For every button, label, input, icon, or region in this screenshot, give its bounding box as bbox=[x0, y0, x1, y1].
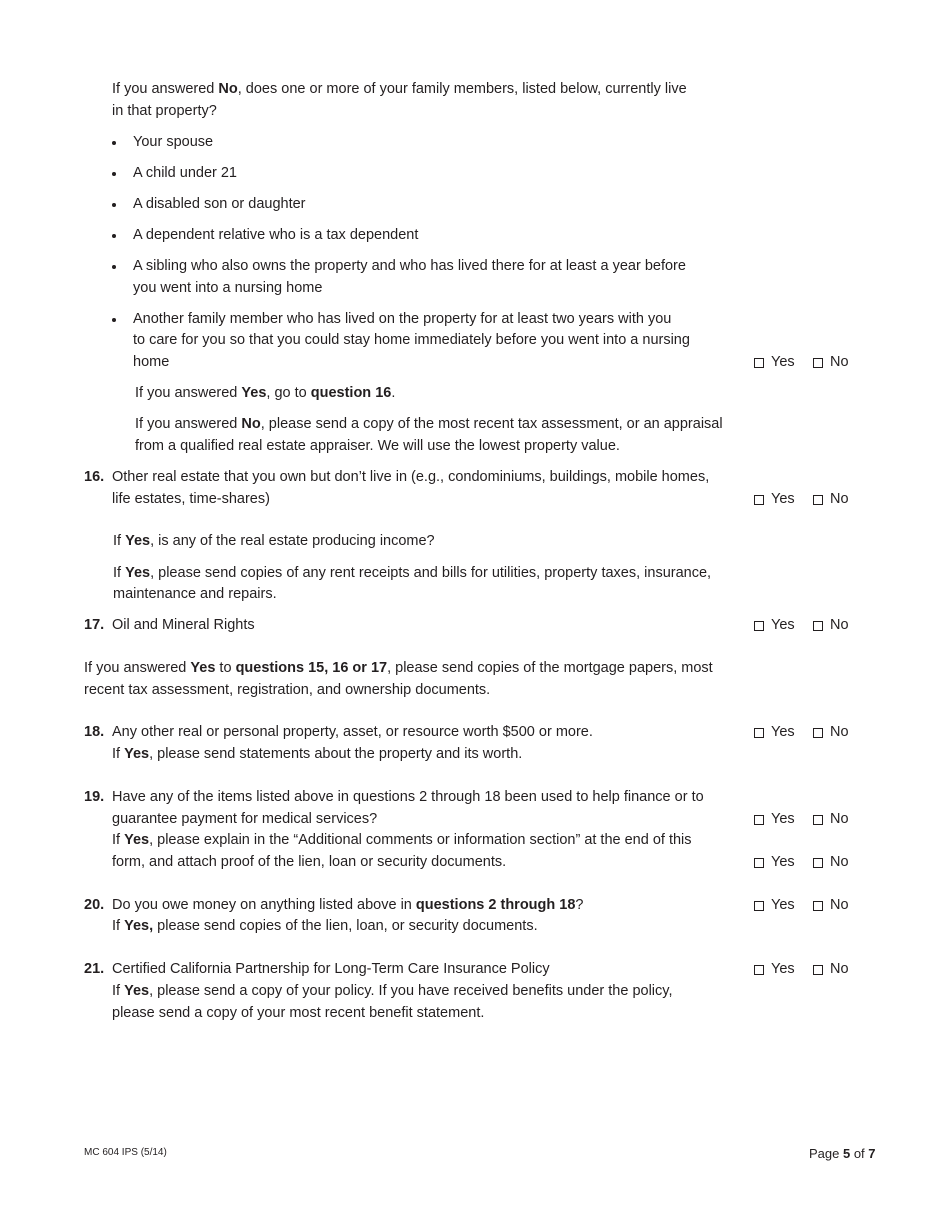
q19-instruction-continued: form, and attach proof of the lien, loan or security documents. bbox=[112, 854, 507, 870]
q16-no-checkbox[interactable] bbox=[813, 489, 849, 511]
q15-no-checkbox[interactable] bbox=[813, 352, 849, 374]
question-number: 17. bbox=[84, 617, 105, 633]
checkbox-label: Yes bbox=[771, 961, 795, 977]
checkbox-icon bbox=[754, 621, 764, 631]
checkbox-icon bbox=[754, 901, 764, 911]
checkbox-label: Yes bbox=[771, 617, 795, 633]
question-number: 16. bbox=[84, 469, 105, 485]
intro-line-1: If you answered No, does one or more of your family members, listed below, currently live bbox=[112, 81, 687, 97]
list-item: A disabled son or daughter bbox=[133, 196, 306, 212]
bullet-icon bbox=[112, 265, 118, 271]
q21-instruction: If Yes, please send a copy of your policy. If you have received benefits under the policy, bbox=[112, 983, 673, 999]
form-id: MC 604 IPS (5/14) bbox=[84, 1147, 167, 1158]
checkbox-label: Yes bbox=[771, 354, 795, 370]
checkbox-label: No bbox=[830, 724, 849, 740]
q19-no-checkbox[interactable] bbox=[813, 809, 849, 831]
question-number: 20. bbox=[84, 897, 105, 913]
q21-instruction-continued: please send a copy of your most recent benefit statement. bbox=[112, 1005, 485, 1021]
q19b-no-checkbox[interactable] bbox=[813, 852, 849, 874]
q19-yes-checkbox[interactable] bbox=[754, 809, 795, 831]
q18-text: Any other real or personal property, asset, or resource worth $500 or more. bbox=[112, 724, 593, 740]
question-number: 18. bbox=[84, 724, 105, 740]
checkbox-icon bbox=[754, 858, 764, 868]
checkbox-icon bbox=[754, 965, 764, 975]
checkbox-icon bbox=[754, 728, 764, 738]
q17-text: Oil and Mineral Rights bbox=[112, 617, 255, 633]
list-item: Your spouse bbox=[133, 134, 214, 150]
q15-17-note: If you answered Yes to questions 15, 16 or 17, please send copies of the mortgage papers, most bbox=[84, 660, 713, 676]
checkbox-icon bbox=[813, 858, 823, 868]
list-item: A sibling who also owns the property and who has lived there for at least a year before bbox=[133, 258, 686, 274]
checkbox-icon bbox=[813, 728, 823, 738]
q15-no-instruction-continued: from a qualified real estate appraiser. We will use the lowest property value. bbox=[135, 438, 620, 454]
checkbox-label: Yes bbox=[771, 811, 795, 827]
q19b-yes-checkbox[interactable] bbox=[754, 852, 795, 874]
q15-yes-checkbox[interactable] bbox=[754, 352, 795, 374]
list-item-continued: you went into a nursing home bbox=[133, 280, 323, 296]
checkbox-label: Yes bbox=[771, 854, 795, 870]
checkbox-icon bbox=[813, 815, 823, 825]
q16-sub-instruction: If Yes, please send copies of any rent receipts and bills for utilities, property taxes, insurance, bbox=[113, 565, 712, 581]
q18-instruction: If Yes, please send statements about the property and its worth. bbox=[112, 746, 523, 762]
checkbox-icon bbox=[754, 495, 764, 505]
checkbox-icon bbox=[813, 901, 823, 911]
q21-text: Certified California Partnership for Long-Term Care Insurance Policy bbox=[112, 961, 550, 977]
list-item-continued: home bbox=[133, 354, 170, 370]
page-number: Page 5 of 7 bbox=[809, 1146, 876, 1161]
q17-yes-checkbox[interactable] bbox=[754, 615, 795, 637]
intro-line-2: in that property? bbox=[112, 103, 217, 119]
q16-sub-instruction-continued: maintenance and repairs. bbox=[113, 586, 277, 602]
q15-yes-instruction: If you answered Yes, go to question 16. bbox=[135, 385, 396, 401]
q20-no-checkbox[interactable] bbox=[813, 895, 849, 917]
checkbox-label: No bbox=[830, 617, 849, 633]
q18-no-checkbox[interactable] bbox=[813, 722, 849, 744]
question-number: 19. bbox=[84, 789, 105, 805]
bullet-icon bbox=[112, 141, 118, 147]
checkbox-label: Yes bbox=[771, 897, 795, 913]
checkbox-label: Yes bbox=[771, 491, 795, 507]
q16-text: Other real estate that you own but don’t live in (e.g., condominiums, buildings, mobile homes, bbox=[112, 469, 710, 485]
checkbox-label: Yes bbox=[771, 724, 795, 740]
list-item: A child under 21 bbox=[133, 165, 237, 181]
bullet-icon bbox=[112, 203, 118, 209]
q15-17-note-continued: recent tax assessment, registration, and ownership documents. bbox=[84, 682, 491, 698]
q19-instruction: If Yes, please explain in the “Additional comments or information section” at the end of this bbox=[112, 832, 692, 848]
checkbox-label: No bbox=[830, 811, 849, 827]
q21-yes-checkbox[interactable] bbox=[754, 959, 795, 981]
checkbox-label: No bbox=[830, 961, 849, 977]
q21-no-checkbox[interactable] bbox=[813, 959, 849, 981]
list-item-continued: to care for you so that you could stay home immediately before you went into a nursing bbox=[133, 332, 690, 348]
q20-text: Do you owe money on anything listed above in questions 2 through 18? bbox=[112, 897, 584, 913]
q18-yes-checkbox[interactable] bbox=[754, 722, 795, 744]
q17-no-checkbox[interactable] bbox=[813, 615, 849, 637]
q16-sub-question: If Yes, is any of the real estate producing income? bbox=[113, 533, 435, 549]
bullet-icon bbox=[112, 172, 118, 178]
checkbox-label: No bbox=[830, 897, 849, 913]
checkbox-icon bbox=[813, 358, 823, 368]
q16-yes-checkbox[interactable] bbox=[754, 489, 795, 511]
q19-text-continued: guarantee payment for medical services? bbox=[112, 811, 378, 827]
question-number: 21. bbox=[84, 961, 105, 977]
q20-instruction: If Yes, please send copies of the lien, loan, or security documents. bbox=[112, 918, 538, 934]
checkbox-label: No bbox=[830, 854, 849, 870]
bullet-icon bbox=[112, 318, 118, 324]
list-item: A dependent relative who is a tax dependent bbox=[133, 227, 419, 243]
checkbox-label: No bbox=[830, 354, 849, 370]
bullet-icon bbox=[112, 234, 118, 240]
checkbox-icon bbox=[754, 358, 764, 368]
q19-text: Have any of the items listed above in questions 2 through 18 been used to help finance or to bbox=[112, 789, 704, 805]
q15-no-instruction: If you answered No, please send a copy of the most recent tax assessment, or an appraisal bbox=[135, 416, 723, 432]
checkbox-icon bbox=[813, 621, 823, 631]
checkbox-icon bbox=[754, 815, 764, 825]
list-item: Another family member who has lived on the property for at least two years with you bbox=[133, 311, 672, 327]
checkbox-icon bbox=[813, 495, 823, 505]
q16-text-continued: life estates, time-shares) bbox=[112, 491, 270, 507]
q20-yes-checkbox[interactable] bbox=[754, 895, 795, 917]
checkbox-icon bbox=[813, 965, 823, 975]
checkbox-label: No bbox=[830, 491, 849, 507]
